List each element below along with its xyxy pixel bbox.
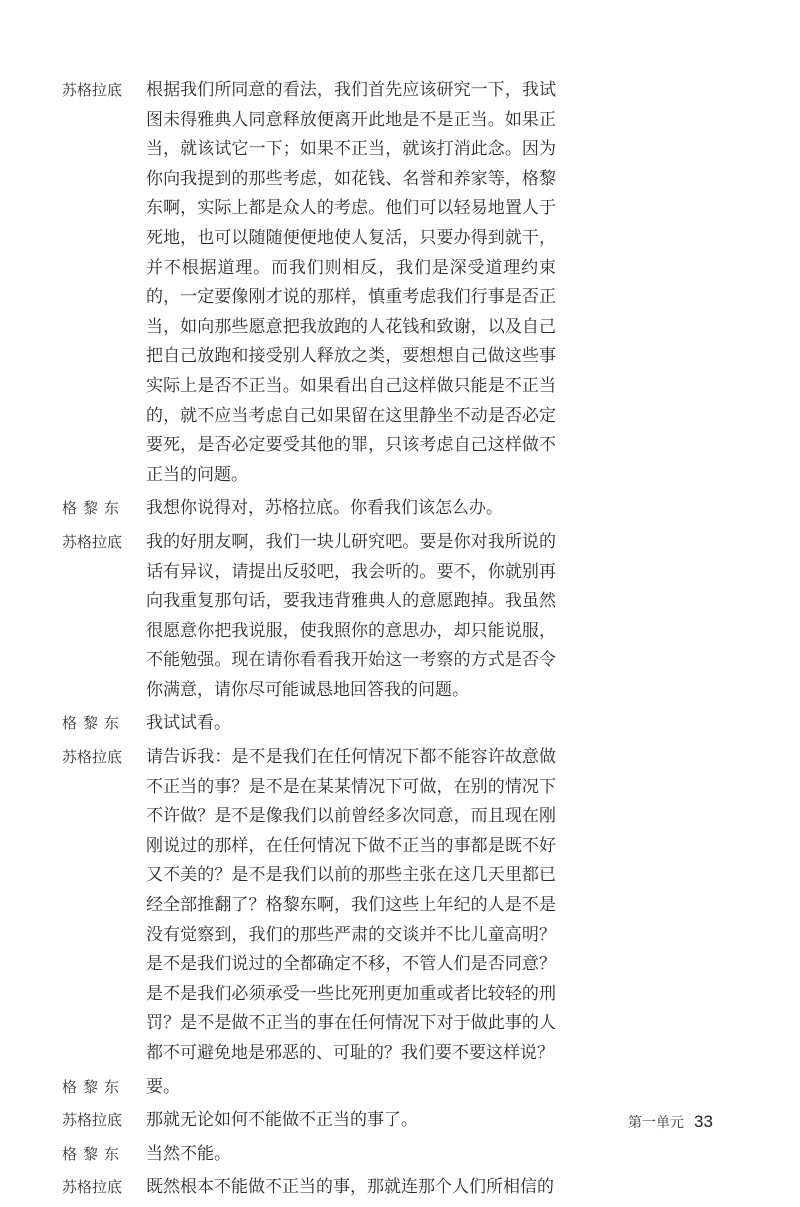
speaker-label: 苏格拉底	[62, 1178, 123, 1197]
dialogue-turn	[62, 494, 562, 524]
speech-text: 我的好朋友啊，我们一块儿研究吧。要是你对我所说的话有异议，请提出反驳吧，我会听的。要不，你就别再向我重复那句话，要我违背雅典人的意愿跑掉。我虽然很愿意你把我说服，使我照你的意思办，却只能说服，不能勉强。现在请你看看我开始这一考察的方式是否令你满意，请你尽可能诚恳地回答我的问题。	[146, 531, 556, 700]
dialogue-turn	[62, 1140, 562, 1170]
speech-text: 根据我们所同意的看法，我们首先应该研究一下，我试图未得雅典人同意释放便离开此地是不是正当。如果正当，就该试它一下；如果不正当，就该打消此念。因为你向我提到的那些考虑，如花钱、名誉和养家等，格黎东啊，实际上都是众人的考虑。他们可以轻易地置人于死地，也可以随随便便地使人复活，只要办得到就干，并不根据道理。而我们则相反，我们是深受道理约束的，一定要像刚才说的那样，慎重考虑我们行事是否正当，如向那些愿意把我放跑的人花钱和致谢，以及自己把自己放跑和接受别人释放之类，要想想自己做这些事实际上是否不正当。如果看出自己这样做只能是不正当的，就不应当考虑自己如果留在这里静坐不动是否必定要死，是否必定要受其他的罪，只该考虑自己这样做不正当的问题。	[146, 80, 556, 485]
speech-text: 我试试看。	[146, 713, 231, 734]
speaker-label: 苏格拉底	[62, 81, 123, 99]
page-number: 33	[694, 1112, 713, 1131]
speech-text: 当然不能。	[146, 1143, 231, 1164]
speaker-label: 苏格拉底	[62, 748, 123, 767]
speech-text: 既然根本不能做不正当的事，那就连那个人们所相信的	[146, 1177, 554, 1198]
speaker-label: 格黎东	[62, 1144, 126, 1163]
dialogue-turn	[62, 1173, 562, 1203]
speaker-label: 格黎东	[62, 499, 126, 518]
dialogue-turn	[62, 1073, 562, 1103]
dialogue-turn	[62, 709, 562, 739]
speech-text: 请告诉我：是不是我们在任何情况下都不能容许故意做不正当的事？是不是在某某情况下可做，在别的情况下不许做？是不是像我们以前曾经多次同意，而且现在刚刚说过的那样，在任何情况下做不正当的事都是既不好又不美的？是不是我们以前的那些主张在这几天里都已经全部推翻了？格黎东啊，我们这些上年纪的人是不是没有觉察到，我们的那些严肃的交谈并不比儿童高明？是不是我们说过的全都确定不移，不管人们是否同意？是不是我们必须承受一些比死刑更加重或者比较轻的刑罚？是不是做不正当的事在任何情况下对于做此事的人都不可避免地是邪恶的、可耻的？我们要不要这样说？	[146, 747, 556, 1063]
speaker-label: 格黎东	[62, 1077, 126, 1096]
dialogue-turn	[62, 1106, 562, 1136]
dialogue-turn	[62, 528, 562, 706]
unit-label: 第一单元	[628, 1115, 684, 1131]
speaker-label: 苏格拉底	[62, 1111, 123, 1130]
dialogue-turn	[62, 76, 562, 490]
dialogue	[62, 76, 562, 1207]
dialogue-turn	[62, 743, 562, 1069]
speech-text: 那就无论如何不能做不正当的事了。	[146, 1110, 418, 1131]
speech-text: 我想你说得对，苏格拉底。你看我们该怎么办。	[146, 498, 503, 519]
speaker-label: 苏格拉底	[62, 532, 123, 551]
speech-text: 要。	[146, 1076, 180, 1097]
speaker-label: 格黎东	[62, 714, 126, 733]
page-footer	[628, 1112, 713, 1132]
